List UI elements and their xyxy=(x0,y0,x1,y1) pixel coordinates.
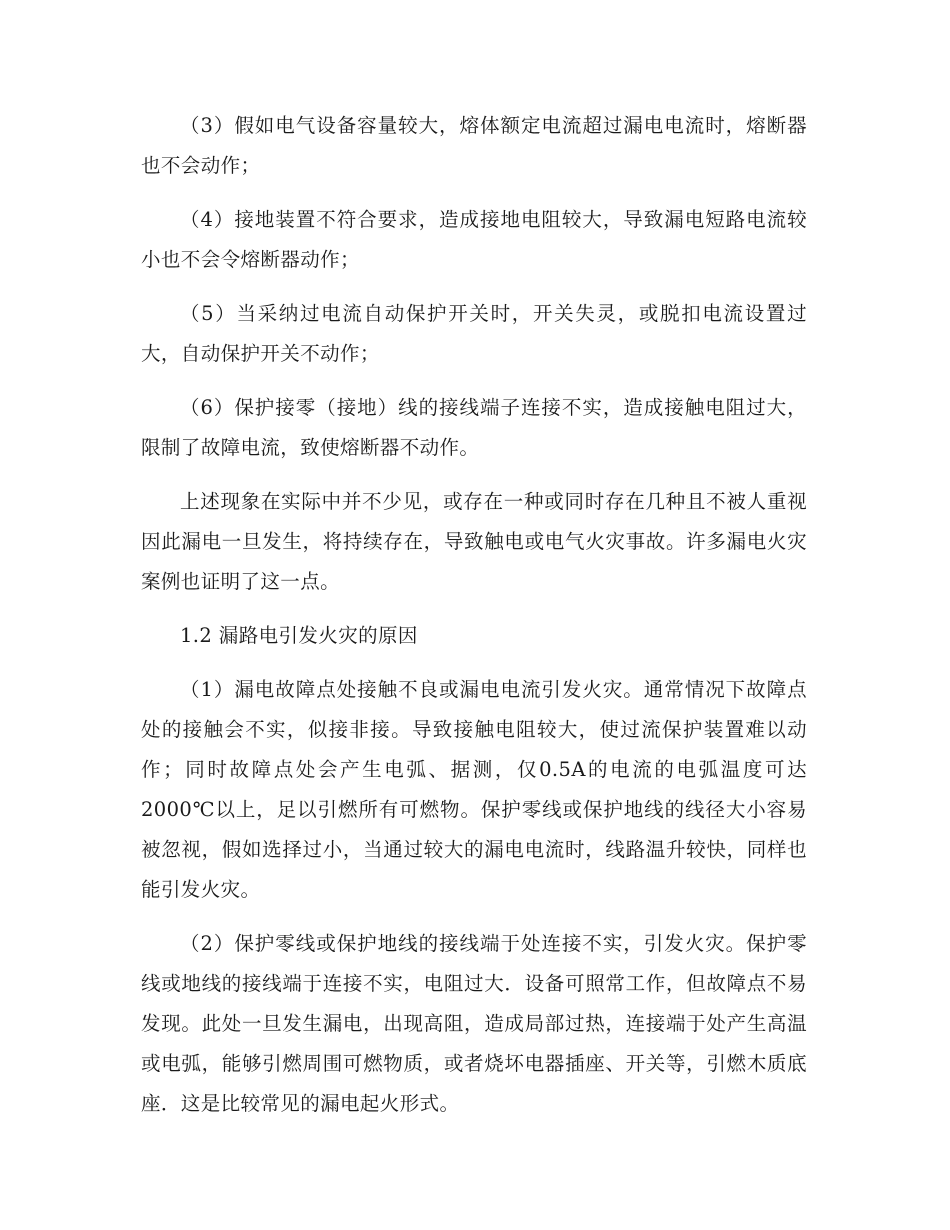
paragraph-item-3: （3）假如电气设备容量较大，熔体额定电流超过漏电电流时，熔断器也不会动作； xyxy=(141,114,807,177)
paragraph-cause-1: （1）漏电故障点处接触不良或漏电电流引发火灾。通常情况下故障点处的接触会不实，似接非接。导致接触电阻较大，使过流保护装置难以动作；同时故障点处会产生电弧、据测，仅0.5A的电流的电弧温度可达2000℃以上，足以引燃所有可燃物。保护零线或保护地线的线径大小容易被忽视，假如选择过小，当通过较大的漏电电流时，线路温升较快，同样也能引发火灾。 xyxy=(141,678,807,901)
section-heading: 1.2 漏路电引发火灾的原因 xyxy=(180,624,418,647)
paragraph-cause-2: （2）保护零线或保护地线的接线端于处连接不实，引发火灾。保护零线或地线的接线端于连接不实，电阻过大．设备可照常工作，但故障点不易发现。此处一旦发生漏电，出现高阻，造成局部过热，连接端于处产生高温或电弧，能够引燃周围可燃物质，或者烧坏电器插座、开关等，引燃木质底座．这是比较常见的漏电起火形式。 xyxy=(141,932,807,1115)
document-page xyxy=(141,106,807,1124)
paragraph-summary: 上述现象在实际中并不少见，或存在一种或同时存在几种且不被人重视因此漏电一旦发生，将持续存在，导致触电或电气火灾事故。许多漏电火灾案例也证明了这一点。 xyxy=(141,490,807,593)
paragraph-item-6: （6）保护接零（接地）线的接线端子连接不实，造成接触电阻过大，限制了故障电流，致使熔断器不动作。 xyxy=(141,396,807,459)
paragraph-item-5: （5）当采纳过电流自动保护开关时，开关失灵，或脱扣电流设置过大，自动保护开关不动作； xyxy=(141,302,807,365)
paragraph-item-4: （4）接地装置不符合要求，造成接地电阻较大，导致漏电短路电流较小也不会令熔断器动作； xyxy=(141,208,807,271)
